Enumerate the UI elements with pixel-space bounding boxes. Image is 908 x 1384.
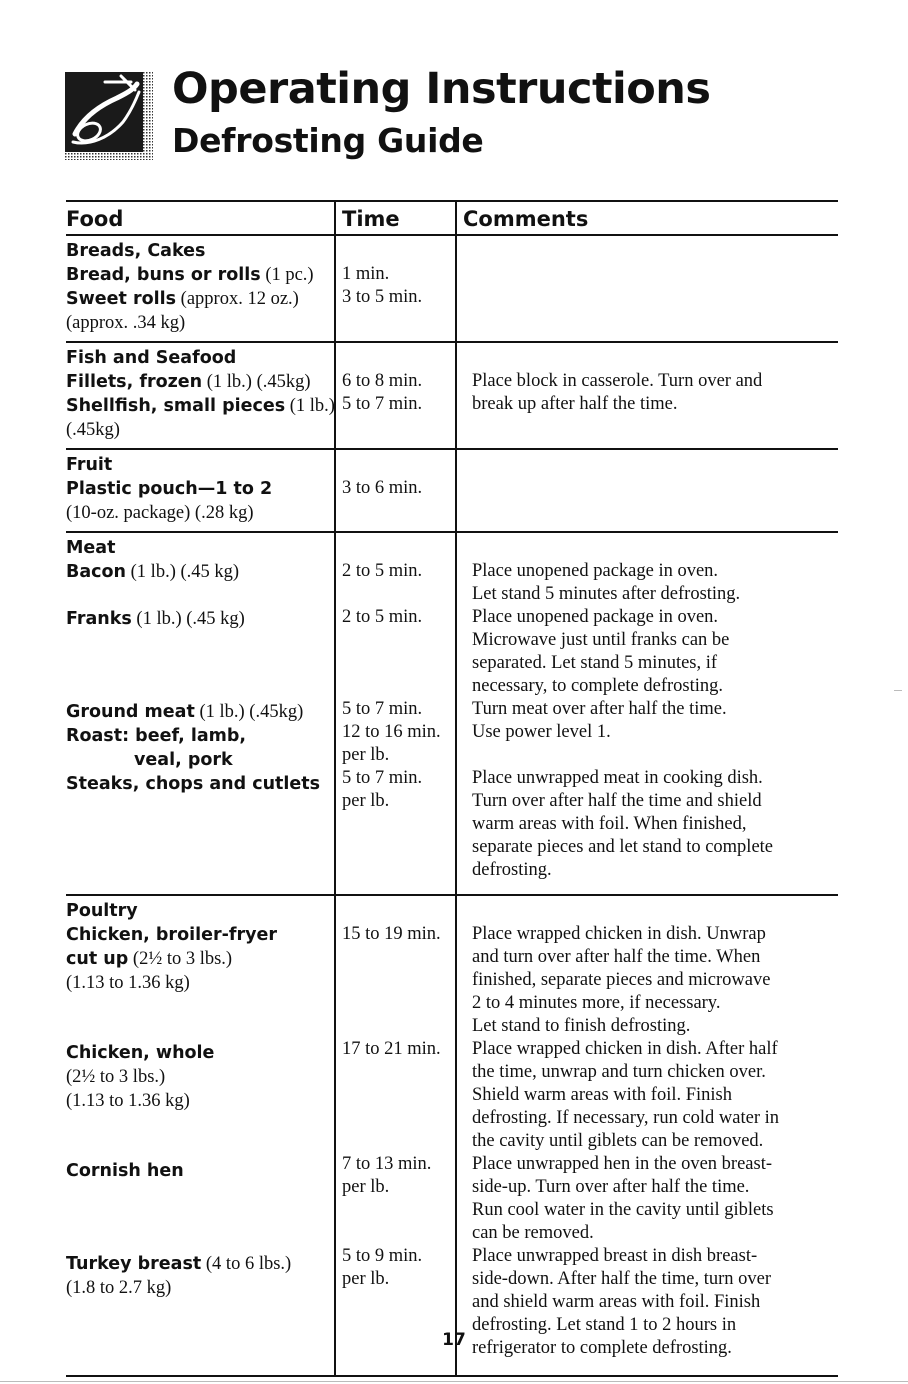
comment-line: and turn over after half the time. When <box>472 947 761 967</box>
comment-line <box>472 500 838 523</box>
time-column-cell <box>334 450 455 531</box>
food-line <box>66 607 334 631</box>
table-body <box>66 236 838 1377</box>
time-value <box>342 836 455 859</box>
food-name: Turkey breast <box>66 1254 202 1274</box>
food-line <box>66 654 334 677</box>
food-name: cut up <box>66 949 129 969</box>
time-value: 12 to 16 min. <box>342 722 441 742</box>
food-line <box>66 923 334 947</box>
comment-line: Run cool water in the cavity until giblets <box>472 1200 774 1220</box>
food-line <box>66 1089 334 1113</box>
time-value: 3 to 6 min. <box>342 478 423 498</box>
food-line <box>66 677 334 700</box>
time-value <box>342 969 455 992</box>
food-line <box>66 560 334 584</box>
comments-column-cell <box>455 343 838 448</box>
food-quantity: (1 lb.) (.45kg) <box>194 702 304 722</box>
time-value <box>342 500 455 523</box>
food-name: Roast: beef, lamb, <box>66 726 247 746</box>
food-line <box>66 394 334 418</box>
food-line <box>66 1136 334 1159</box>
column-header-food: Food <box>66 207 124 231</box>
section-title: Breads, Cakes <box>66 241 206 261</box>
comment-line: break up after half the time. <box>472 394 678 414</box>
food-line <box>66 263 334 287</box>
food-line <box>66 1159 334 1183</box>
food-line <box>66 971 334 995</box>
food-line <box>66 842 334 865</box>
food-line <box>66 1065 334 1089</box>
time-value <box>342 1291 455 1314</box>
food-line <box>66 1018 334 1041</box>
comment-line: separate pieces and let stand to complete <box>472 837 774 857</box>
comment-line: Let stand 5 minutes after defrosting. <box>472 584 741 604</box>
food-line <box>66 1300 334 1323</box>
comment-line: necessary, to complete defrosting. <box>472 676 724 696</box>
time-value <box>342 992 455 1015</box>
food-name: Chicken, whole <box>66 1043 215 1063</box>
food-line <box>66 418 334 442</box>
time-value <box>342 416 455 439</box>
food-line <box>66 1229 334 1252</box>
time-column-cell <box>334 896 455 1375</box>
comment-line: Turn over after half the time and shield <box>472 791 762 811</box>
food-line <box>66 1276 334 1300</box>
comment-line: finished, separate pieces and microwave <box>472 970 771 990</box>
page-subtitle: Defrosting Guide <box>172 121 484 160</box>
time-value <box>342 813 455 836</box>
food-line <box>66 477 334 501</box>
food-line <box>66 947 334 971</box>
comment-line: 2 to 4 minutes more, if necessary. <box>472 993 721 1013</box>
table-section <box>66 533 838 896</box>
comment-line: and shield warm areas with foil. Finish <box>472 1292 761 1312</box>
time-value: 1 min. <box>342 264 390 284</box>
food-name: Franks <box>66 609 132 629</box>
comment-line <box>472 416 838 439</box>
food-column-cell <box>66 450 334 531</box>
time-column-cell <box>334 343 455 448</box>
time-value <box>342 1130 455 1153</box>
time-value <box>342 1015 455 1038</box>
food-quantity: (1.8 to 2.7 kg) <box>66 1278 172 1298</box>
time-value: 6 to 8 min. <box>342 371 423 391</box>
food-name: Steaks, chops and cutlets <box>66 774 321 794</box>
comment-line: the time, unwrap and turn chicken over. <box>472 1062 766 1082</box>
food-line <box>66 1041 334 1065</box>
comment-line: Turn meat over after half the time. <box>472 699 727 719</box>
time-value: 2 to 5 min. <box>342 607 423 627</box>
defrost-logo-icon <box>65 72 153 160</box>
food-quantity: (1 lb.) (.45kg) <box>202 372 311 392</box>
time-value: 7 to 13 min. <box>342 1154 432 1174</box>
section-title: Poultry <box>66 901 138 921</box>
food-quantity: (approx. .34 kg) <box>66 313 186 333</box>
comment-line: defrosting. If necessary, run cold water in <box>472 1108 780 1128</box>
comment-line: Place unwrapped hen in the oven breast- <box>472 1154 773 1174</box>
food-line <box>66 1113 334 1136</box>
food-quantity: (1 lb.) (.45 kg) <box>126 562 240 582</box>
food-column-cell <box>66 343 334 448</box>
time-value: 5 to 7 min. <box>342 394 423 414</box>
comment-line: can be removed. <box>472 1223 594 1243</box>
comments-column-cell <box>455 236 838 341</box>
comment-line: Place wrapped chicken in dish. Unwrap <box>472 924 766 944</box>
food-line <box>66 724 334 748</box>
page-edge-line <box>0 1381 908 1382</box>
table-header <box>66 200 838 236</box>
comments-column-cell <box>455 450 838 531</box>
food-line <box>66 748 334 772</box>
time-column-cell <box>334 236 455 341</box>
food-name: Shellfish, small pieces <box>66 396 286 416</box>
food-line <box>66 1183 334 1206</box>
comment-line <box>472 309 838 332</box>
food-line <box>66 865 334 888</box>
food-quantity: (1.13 to 1.36 kg) <box>66 1091 190 1111</box>
time-value: per lb. <box>342 1269 390 1289</box>
time-value: per lb. <box>342 745 390 765</box>
comment-line: Place unopened package in oven. <box>472 561 719 581</box>
food-line <box>66 584 334 607</box>
table-section <box>66 343 838 450</box>
comment-line: Place unwrapped meat in cooking dish. <box>472 768 763 788</box>
column-header-time: Time <box>334 202 455 234</box>
table-section <box>66 236 838 343</box>
section-title: Fruit <box>66 455 113 475</box>
time-value <box>342 1222 455 1245</box>
time-value: 5 to 7 min. <box>342 699 423 719</box>
food-line <box>66 772 334 796</box>
food-line <box>66 700 334 724</box>
food-quantity: (4 to 6 lbs.) <box>201 1254 292 1274</box>
food-quantity: (1 lb.) (.45 kg) <box>131 609 245 629</box>
time-value: per lb. <box>342 791 390 811</box>
food-name: Chicken, broiler-fryer <box>66 925 277 945</box>
time-value: 5 to 9 min. <box>342 1246 423 1266</box>
food-name: Sweet rolls <box>66 289 177 309</box>
comment-line: side-down. After half the time, turn over <box>472 1269 771 1289</box>
comment-line: separated. Let stand 5 minutes, if <box>472 653 718 673</box>
comment-line: Microwave just until franks can be <box>472 630 730 650</box>
page-title: Operating Instructions <box>172 64 711 114</box>
table-section <box>66 896 838 1377</box>
food-quantity: (approx. 12 oz.) <box>176 289 299 309</box>
comments-column-cell <box>455 896 838 1375</box>
time-value <box>342 859 455 882</box>
comment-line <box>472 744 838 767</box>
column-header-comments: Comments <box>455 202 838 234</box>
time-column-cell <box>334 533 455 894</box>
page-number: 17 <box>442 1330 466 1350</box>
time-value <box>342 946 455 969</box>
food-column-cell <box>66 533 334 894</box>
time-value: 17 to 21 min. <box>342 1039 441 1059</box>
food-name: Ground meat <box>66 702 195 722</box>
comment-line: Shield warm areas with foil. Finish <box>472 1085 732 1105</box>
comment-line: Place unwrapped breast in dish breast- <box>472 1246 758 1266</box>
food-line <box>66 1206 334 1229</box>
food-quantity: (10-oz. package) (.28 kg) <box>66 503 254 523</box>
food-name: Plastic pouch—1 to 2 <box>66 479 273 499</box>
comment-line <box>472 263 838 286</box>
food-line <box>66 1252 334 1276</box>
comment-line: warm areas with foil. When finished, <box>472 814 747 834</box>
comment-line: refrigerator to complete defrosting. <box>472 1338 732 1358</box>
food-line <box>66 796 334 819</box>
comment-line: side-up. Turn over after half the time. <box>472 1177 750 1197</box>
time-value <box>342 309 455 332</box>
comment-line <box>472 477 838 500</box>
food-line <box>66 287 334 311</box>
food-name: Bacon <box>66 562 127 582</box>
time-value: per lb. <box>342 1177 390 1197</box>
time-value <box>342 1107 455 1130</box>
section-title: Fish and Seafood <box>66 348 237 368</box>
food-line <box>66 819 334 842</box>
food-name: Bread, buns or rolls <box>66 265 261 285</box>
food-line <box>66 995 334 1018</box>
food-quantity: (2½ to 3 lbs.) <box>66 1067 166 1087</box>
table-section <box>66 450 838 533</box>
time-value: 15 to 19 min. <box>342 924 441 944</box>
time-value <box>342 583 455 606</box>
food-name: Fillets, frozen <box>66 372 203 392</box>
food-quantity: (.45kg) <box>66 420 120 440</box>
time-value: 2 to 5 min. <box>342 561 423 581</box>
food-quantity: (2½ to 3 lbs.) <box>128 949 233 969</box>
time-value <box>342 629 455 652</box>
food-quantity: (1 lb.) <box>285 396 335 416</box>
food-name: Cornish hen <box>66 1161 184 1181</box>
time-value <box>342 1199 455 1222</box>
comment-line <box>472 286 838 309</box>
food-line <box>66 311 334 335</box>
time-value: 5 to 7 min. <box>342 768 423 788</box>
food-quantity: (1.13 to 1.36 kg) <box>66 973 190 993</box>
food-column-cell <box>66 896 334 1375</box>
food-quantity: (1 pc.) <box>260 265 314 285</box>
comment-line: Use power level 1. <box>472 722 611 742</box>
food-line <box>66 631 334 654</box>
section-title: Meat <box>66 538 116 558</box>
comment-line: Let stand to finish defrosting. <box>472 1016 691 1036</box>
comment-line: Place wrapped chicken in dish. After half <box>472 1039 778 1059</box>
time-value <box>342 652 455 675</box>
time-value <box>342 1084 455 1107</box>
comment-line: defrosting. Let stand 1 to 2 hours in <box>472 1315 737 1335</box>
comment-line: Place block in casserole. Turn over and <box>472 371 763 391</box>
food-line <box>66 501 334 525</box>
time-value: 3 to 5 min. <box>342 287 423 307</box>
food-column-cell <box>66 236 334 341</box>
defrosting-table <box>66 200 838 1377</box>
comment-line: Place unopened package in oven. <box>472 607 719 627</box>
comment-line: defrosting. <box>472 860 552 880</box>
time-value <box>342 675 455 698</box>
food-name: veal, pork <box>134 750 233 770</box>
comment-line: the cavity until giblets can be removed. <box>472 1131 764 1151</box>
time-value <box>342 1061 455 1084</box>
comments-column-cell <box>455 533 838 894</box>
margin-mark <box>894 690 902 691</box>
food-line <box>66 370 334 394</box>
